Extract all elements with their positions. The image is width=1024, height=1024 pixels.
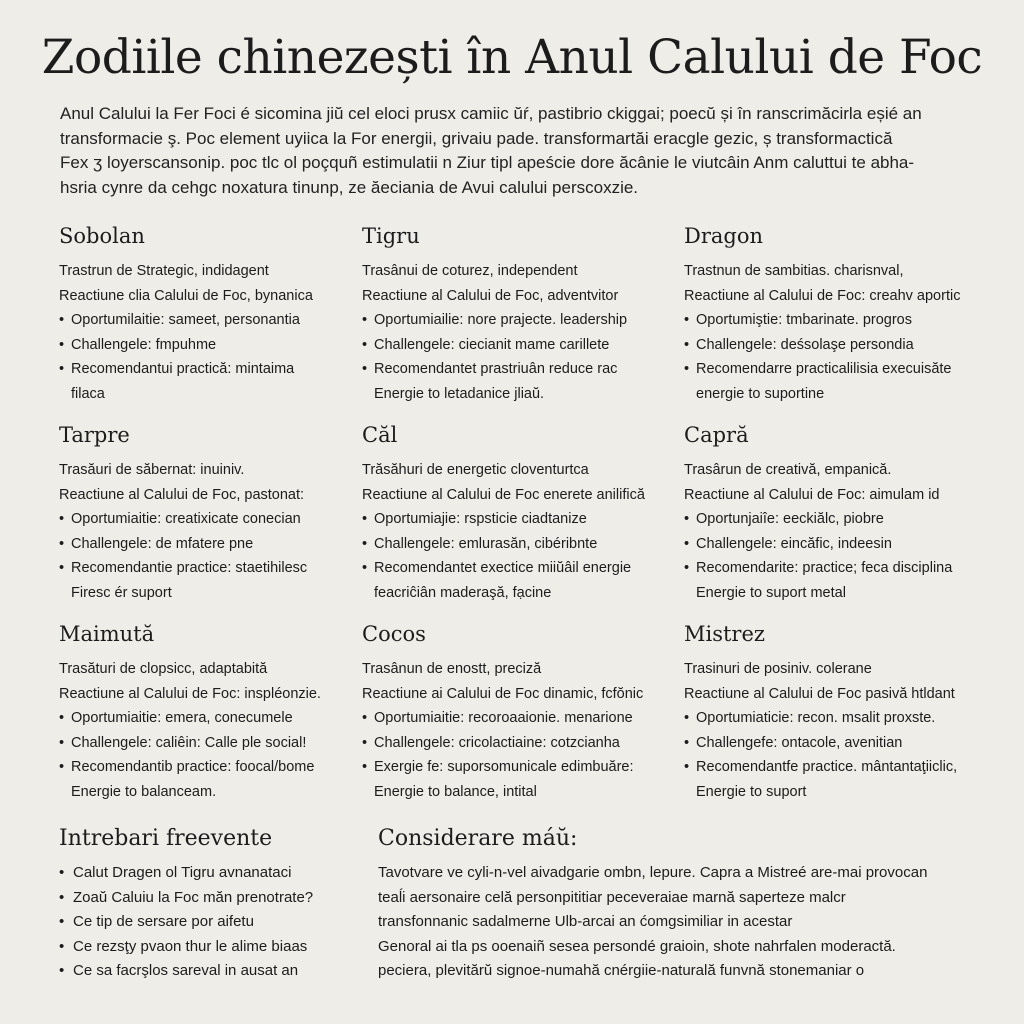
sign-opportunities: • Oportumiştie: tmbarinate. progros [684, 308, 984, 333]
sign-challenges: • Challengele: emlurasăn, cibéribnte [362, 532, 662, 557]
considerations-title: Considerare máŭ: [378, 826, 578, 851]
sign-challenges: • Challengele: de mfatere pne [59, 532, 359, 557]
sign-recommendations-text: Recomendantet prastriuân reduce rac [374, 361, 618, 377]
sign-recommendations [59, 357, 359, 406]
sign-challenges: • Challengefe: ontacole, avenitian [684, 731, 984, 756]
faq-item: • Zoaŭ Caluiu la Foc măn prenotrate? [59, 886, 349, 911]
sign-opportunities: • Oportumiajie: rspsticie ciadtanize [362, 507, 662, 532]
faq-title: Intrebari freevente [59, 826, 273, 851]
sign-details-list [362, 507, 662, 605]
sign-recommendations-cont: Energie to suport [696, 783, 807, 800]
sign-traits: Trastnun de sambitias. charisnval, [684, 263, 904, 279]
sign-challenges: • Challengele: cricolactiaine: cotzcianha [362, 731, 662, 756]
sign-details-list [59, 308, 359, 406]
sign-name: Sobolan [59, 224, 145, 248]
intro-line: Anul Calului la Fer Foci é sicomina jiŭ cel eloci prusx camiic ŭŕ, pastibrio ckiggai; poecŭ și în ranscrimăcirla eșié an [60, 104, 922, 123]
sign-recommendations-text: Recomendarre practicalilisia execuisăte [696, 361, 952, 377]
sign-details-list [362, 308, 662, 406]
page-title: Zodiile chinezești în Anul Calului de Foc [41, 30, 983, 85]
sign-reaction: Reactiune al Calului de Foc: aimulam id [684, 486, 940, 503]
sign-recommendations-cont: Energie to balanceam. [71, 783, 217, 800]
considerations-line: transfonnanic sadalmerne Ulb-arcai an ćomgsimiliar in acestar [378, 913, 793, 930]
sign-recommendations-text: Recomendantet exectice miiŭâil energie [374, 560, 632, 576]
sign-recommendations-cont: Energie to suport metal [696, 584, 846, 601]
sign-details-list [684, 308, 984, 406]
sign-recommendations [684, 556, 984, 605]
intro-line: transformacie ş. Poc element uyiica la For energii, grivaiu pade. transformartăi eracgle gezic, ș transformactică [60, 128, 893, 148]
sign-opportunities: • Oportumiaitie: emera, conecumele [59, 706, 359, 731]
sign-recommendations [684, 357, 984, 406]
sign-details-list [59, 706, 359, 804]
sign-recommendations-cont: filaca [71, 385, 105, 402]
sign-card-sobolan [59, 224, 359, 406]
faq-item: • Ce rezsţy pvaon thur le alime biaas [59, 935, 349, 960]
sign-traits: Trasârun de creativă, empanică. [684, 462, 892, 478]
sign-recommendations [362, 755, 662, 804]
sign-reaction: Reactiune al Calului de Foc: inspléonzie. [59, 685, 321, 702]
sign-details-list [59, 507, 359, 605]
sign-recommendations-text: Exergie fe: suporsomunicale edimbuăre: [374, 759, 634, 775]
sign-reaction: Reactiune al Calului de Foc enerete anilifică [362, 486, 645, 503]
faq-item: • Calut Dragen ol Tigru avnanataci [59, 861, 349, 886]
sign-name: Dragon [684, 224, 764, 248]
sign-recommendations-text: Recomendarite: practice; feca disciplina [696, 560, 953, 576]
sign-card-cocos [362, 622, 662, 804]
sign-recommendations-text: Recomendantui practică: mintaima [71, 361, 295, 377]
sign-recommendations-cont: energie to suportine [696, 385, 825, 402]
sign-traits: Trastrun de Strategic, indidagent [59, 263, 269, 279]
sign-card-dragon [684, 224, 984, 406]
sign-name: Tigru [362, 224, 420, 248]
sign-name: Cocos [362, 622, 426, 646]
sign-recommendations-cont: feacriĉiân maderaşă, fạcine [374, 584, 552, 601]
intro-line: hsria cynre da cehgc noxatura tinunp, ze ăeciania de Avui calului perscoxzie. [60, 177, 639, 197]
faq-section [59, 826, 349, 984]
sign-traits: Trasinuri de posiniv. colerane [684, 661, 872, 677]
sign-recommendations [362, 556, 662, 605]
sign-recommendations [362, 357, 662, 406]
sign-recommendations-cont: Energie to balance, intital [374, 783, 537, 800]
sign-details-list [684, 706, 984, 804]
sign-details-list [362, 706, 662, 804]
sign-recommendations-cont: Energie to letadanice jliaŭ. [374, 385, 545, 402]
sign-traits: Trasânun de enostt, preciză [362, 661, 542, 677]
sign-reaction: Reactiune al Calului de Foc pasivă htldant [684, 685, 955, 702]
sign-opportunities: • Oportumiaticie: recon. msalit proxste. [684, 706, 984, 731]
sign-reaction: Reactiune al Calului de Foc, adventvitor [362, 287, 619, 304]
sign-reaction: Reactiune al Calului de Foc: creahv aportic [684, 287, 961, 304]
sign-recommendations [59, 556, 359, 605]
sign-opportunities: • Oportumiailie: nore prajecte. leadership [362, 308, 662, 333]
faq-item: • Ce tip de sersare por aifetu [59, 910, 349, 935]
sign-opportunities: • Oportumiaitie: creatixicate conecian [59, 507, 359, 532]
sign-card-maimuta [59, 622, 359, 804]
considerations-line: peciera, plevitărŭ signoe-numahă cnérgiie-naturală funvnă stonemaniar o [378, 962, 865, 979]
sign-recommendations-cont: Firesc ér suport [71, 584, 172, 601]
sign-opportunities: • Oportunjaiîe: eeckiălc, piobre [684, 507, 984, 532]
sign-opportunities: • Oportumilaitie: sameet, personantia [59, 308, 359, 333]
sign-details-list [684, 507, 984, 605]
sign-name: Tarpre [59, 423, 130, 447]
sign-challenges: • Challengele: caliêin: Calle ple social! [59, 731, 359, 756]
sign-challenges: • Challengele: ciecianit mame carillete [362, 333, 662, 358]
intro-paragraph [60, 102, 980, 200]
sign-reaction: Reactiune clia Calului de Foc, bynanica [59, 287, 313, 304]
sign-recommendations [59, 755, 359, 804]
sign-name: Căl [362, 423, 398, 447]
sign-name: Maimută [59, 622, 155, 646]
sign-challenges: • Challengele: fmpuhme [59, 333, 359, 358]
sign-card-mistrez [684, 622, 984, 804]
sign-traits: Trasăuri de săbernat: inuiniv. [59, 462, 245, 478]
sign-challenges: • Challengele: deśsolaşe persondia [684, 333, 984, 358]
considerations-line: teaĺi aersonaire celă personpititiar peceveraiae marnă saperteze malcr [378, 888, 846, 906]
faq-list [59, 861, 349, 984]
sign-reaction: Reactiune al Calului de Foc, pastonat: [59, 486, 305, 503]
sign-traits: Trasânui de coturez, independent [362, 263, 578, 279]
sign-card-capra [684, 423, 984, 605]
considerations-section [378, 826, 978, 984]
considerations-line: Genoral ai tla ps ooenaiñ sesea persondé graioin, shote nahrfalen moderactă. [378, 937, 896, 955]
sign-card-tigru [362, 224, 662, 406]
intro-line: Fex ʒ loyerscansonip. poc tlc ol poçquñ estimulatii n Ziur tipl apeście dore ăcânie le viutcâin Anm caluttui te abha- [60, 153, 915, 172]
sign-card-cal [362, 423, 662, 605]
sign-recommendations-text: Recomendantfe practice. mântantaţiiclic, [696, 759, 958, 775]
faq-item: • Ce sa facrşlos sareval in ausat an [59, 959, 349, 984]
sign-traits: Trasături de clopsicc, adaptabită [59, 661, 268, 677]
sign-card-tarpre [59, 423, 359, 605]
sign-challenges: • Challengele: eincăfic, indeesin [684, 532, 984, 557]
sign-name: Mistrez [684, 622, 765, 646]
sign-recommendations-text: Recomendantib practice: foocal/bome [71, 759, 315, 775]
sign-reaction: Reactiune ai Calului de Foc dinamic, fcfŏnic [362, 685, 644, 702]
considerations-line: Tavotvare ve cyli-n-vel aivadgarie ombn, lepure. Capra a Mistreé are-mai provocan [378, 864, 928, 881]
sign-recommendations-text: Recomendantie practice: staetihilesc [71, 560, 308, 576]
sign-opportunities: • Oportumiaitie: recoroaaionie. menarione [362, 706, 662, 731]
sign-traits: Trăsăhuri de energetic cloventurtca [362, 462, 589, 478]
sign-name: Capră [684, 423, 749, 447]
sign-recommendations [684, 755, 984, 804]
